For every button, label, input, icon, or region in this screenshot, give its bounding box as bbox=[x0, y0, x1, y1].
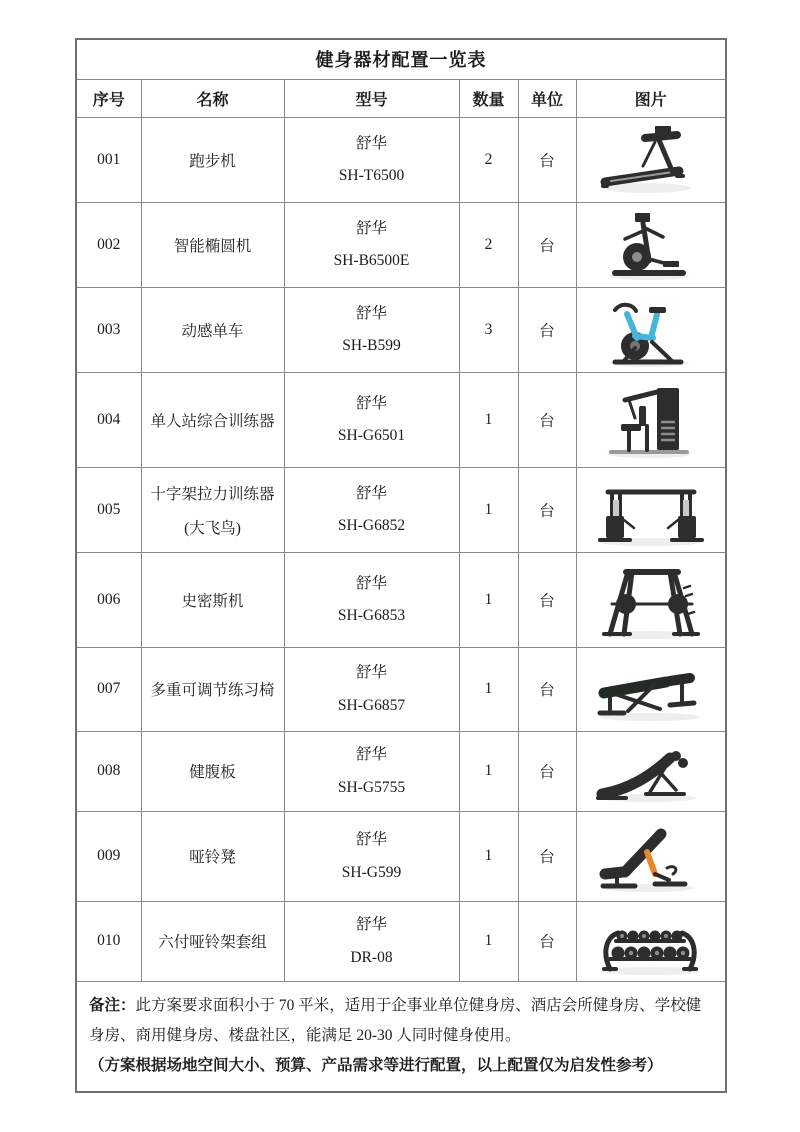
title-row bbox=[76, 39, 726, 79]
table-row bbox=[76, 811, 726, 901]
brand: 舒华 bbox=[355, 574, 387, 592]
table-row bbox=[76, 372, 726, 467]
dumbbell-rack-image bbox=[586, 905, 716, 977]
row-no: 007 bbox=[76, 647, 141, 731]
elliptical-image bbox=[589, 207, 713, 283]
row-qty: 1 bbox=[459, 731, 518, 811]
row-unit: 台 bbox=[518, 731, 576, 811]
header-row bbox=[76, 79, 726, 117]
multi-gym-image bbox=[589, 378, 713, 462]
model-number: SH-B599 bbox=[342, 337, 401, 354]
col-header-name: 名称 bbox=[141, 79, 284, 117]
model-number: DR-08 bbox=[350, 948, 393, 966]
brand: 舒华 bbox=[355, 916, 387, 934]
cable-crossover-image bbox=[586, 472, 716, 548]
table-row bbox=[76, 117, 726, 202]
row-image bbox=[576, 647, 726, 731]
model-number: SH-G6857 bbox=[337, 696, 406, 714]
row-unit: 台 bbox=[518, 117, 576, 202]
brand: 舒华 bbox=[355, 219, 387, 237]
row-name: 健腹板 bbox=[141, 731, 284, 811]
table-row bbox=[76, 647, 726, 731]
row-qty: 1 bbox=[459, 811, 518, 901]
smith-machine-image bbox=[586, 558, 716, 642]
row-model bbox=[284, 731, 459, 811]
row-model bbox=[284, 552, 459, 647]
row-unit: 台 bbox=[518, 467, 576, 552]
row-image bbox=[576, 467, 726, 552]
row-unit: 台 bbox=[518, 372, 576, 467]
model-number: SH-G6852 bbox=[337, 517, 406, 534]
row-unit: 台 bbox=[518, 552, 576, 647]
model-number: SH-G5755 bbox=[337, 778, 406, 796]
row-no: 004 bbox=[76, 372, 141, 467]
brand: 舒华 bbox=[355, 304, 387, 322]
row-model bbox=[284, 647, 459, 731]
table-row bbox=[76, 202, 726, 287]
document-page bbox=[75, 38, 725, 1093]
brand: 舒华 bbox=[355, 394, 387, 412]
row-model bbox=[284, 202, 459, 287]
row-image bbox=[576, 202, 726, 287]
model-number: SH-G6853 bbox=[337, 607, 406, 624]
row-name: 单人站综合训练器 bbox=[141, 372, 284, 467]
brand: 舒华 bbox=[355, 664, 387, 682]
row-model bbox=[284, 901, 459, 981]
row-model bbox=[284, 372, 459, 467]
row-qty: 2 bbox=[459, 202, 518, 287]
row-name: 动感单车 bbox=[141, 287, 284, 372]
ab-board-image bbox=[586, 736, 716, 806]
row-image bbox=[576, 811, 726, 901]
table-row bbox=[76, 552, 726, 647]
col-header-image: 图片 bbox=[576, 79, 726, 117]
model-number: SH-T6500 bbox=[338, 167, 405, 184]
row-qty: 3 bbox=[459, 287, 518, 372]
dumbbell-bench-image bbox=[589, 816, 713, 896]
remark-text: 此方案要求面积小于 70 平米，适用于企事业单位健身房、酒店会所健身房、学校健身房、商用健身房、楼盘社区，能满足 20-30 人同时健身使用。 bbox=[89, 996, 702, 1044]
row-name: 六付哑铃架套组 bbox=[141, 901, 284, 981]
brand: 舒华 bbox=[355, 484, 387, 502]
brand: 舒华 bbox=[355, 831, 387, 849]
row-no: 009 bbox=[76, 811, 141, 901]
row-image bbox=[576, 731, 726, 811]
row-model bbox=[284, 467, 459, 552]
equipment-table bbox=[75, 38, 727, 1093]
model-number: SH-B6500E bbox=[333, 252, 410, 269]
remark-disclaimer: （方案根据场地空间大小、预算、产品需求等进行配置，以上配置仅为启发性参考） bbox=[89, 1056, 663, 1074]
row-no: 008 bbox=[76, 731, 141, 811]
row-qty: 2 bbox=[459, 117, 518, 202]
row-qty: 1 bbox=[459, 901, 518, 981]
col-header-no: 序号 bbox=[76, 79, 141, 117]
remark-paragraph bbox=[89, 991, 713, 1051]
row-image bbox=[576, 372, 726, 467]
row-unit: 台 bbox=[518, 901, 576, 981]
row-unit: 台 bbox=[518, 811, 576, 901]
row-name: 史密斯机 bbox=[141, 552, 284, 647]
adjustable-bench-image bbox=[586, 653, 716, 725]
row-qty: 1 bbox=[459, 372, 518, 467]
row-image bbox=[576, 117, 726, 202]
row-name: 十字架拉力训练器 (大飞鸟) bbox=[141, 467, 284, 552]
row-image bbox=[576, 287, 726, 372]
row-qty: 1 bbox=[459, 467, 518, 552]
row-image bbox=[576, 901, 726, 981]
treadmill-image bbox=[589, 122, 713, 198]
table-row bbox=[76, 901, 726, 981]
row-image bbox=[576, 552, 726, 647]
row-no: 010 bbox=[76, 901, 141, 981]
row-qty: 1 bbox=[459, 552, 518, 647]
row-model bbox=[284, 117, 459, 202]
brand: 舒华 bbox=[355, 134, 387, 152]
row-model bbox=[284, 811, 459, 901]
row-model bbox=[284, 287, 459, 372]
table-row bbox=[76, 287, 726, 372]
page-title: 健身器材配置一览表 bbox=[76, 39, 726, 79]
row-name: 多重可调节练习椅 bbox=[141, 647, 284, 731]
row-unit: 台 bbox=[518, 202, 576, 287]
table-row bbox=[76, 467, 726, 552]
row-no: 003 bbox=[76, 287, 141, 372]
remark-label: 备注： bbox=[89, 996, 136, 1014]
model-number: SH-G6501 bbox=[337, 427, 406, 444]
brand: 舒华 bbox=[355, 746, 387, 764]
row-no: 006 bbox=[76, 552, 141, 647]
row-unit: 台 bbox=[518, 647, 576, 731]
row-no: 002 bbox=[76, 202, 141, 287]
row-no: 005 bbox=[76, 467, 141, 552]
model-number: SH-G599 bbox=[341, 863, 402, 881]
spin-bike-image bbox=[589, 292, 713, 368]
col-header-qty: 数量 bbox=[459, 79, 518, 117]
row-unit: 台 bbox=[518, 287, 576, 372]
col-header-unit: 单位 bbox=[518, 79, 576, 117]
row-name: 智能椭圆机 bbox=[141, 202, 284, 287]
row-name: 跑步机 bbox=[141, 117, 284, 202]
table-row bbox=[76, 731, 726, 811]
col-header-model: 型号 bbox=[284, 79, 459, 117]
row-no: 001 bbox=[76, 117, 141, 202]
notes-cell bbox=[76, 981, 726, 1092]
row-qty: 1 bbox=[459, 647, 518, 731]
row-name: 哑铃凳 bbox=[141, 811, 284, 901]
notes-row bbox=[76, 981, 726, 1092]
